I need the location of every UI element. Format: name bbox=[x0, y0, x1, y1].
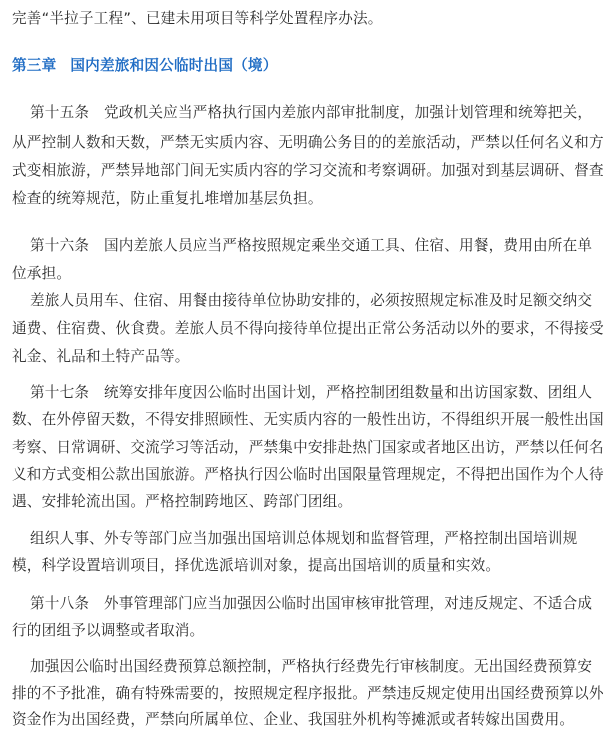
paragraph-line: 差旅人员用车、住宿、用餐由接待单位协助安排的，必须按照规定标准及时足额交纳交 bbox=[30, 292, 593, 309]
paragraph-line: 第十六条 国内差旅人员应当严格按照规定乘坐交通工具、住宿、用餐，费用由所在单 bbox=[30, 237, 593, 254]
lead-line: 完善“半拉子工程”、已建未用项目等科学处置程序办法。 bbox=[12, 10, 383, 27]
paragraph-line: 通费、住宿费、伙食费。差旅人员不得向接待单位提出正常公务活动以外的要求，不得接受 bbox=[12, 320, 604, 337]
paragraph-line: 加强因公临时出国经费预算总额控制，严格执行经费先行审核制度。无出国经费预算安 bbox=[30, 658, 593, 675]
paragraph-line: 第十五条 党政机关应当严格执行国内差旅内部审批制度，加强计划管理和统筹把关， bbox=[30, 104, 593, 121]
chapter-heading bbox=[12, 51, 542, 81]
paragraph-line: 组织人事、外专等部门应当加强出国培训总体规划和监督管理，严格控制出国培训规 bbox=[30, 530, 578, 547]
paragraph-line: 排的不予批准，确有特殊需要的，按照规定程序报批。严禁违反规定使用出国经费预算以外 bbox=[12, 685, 604, 702]
paragraph-line: 模，科学设置培训项目，择优选派培训对象，提高出国培训的质量和实效。 bbox=[12, 557, 501, 574]
paragraph-line: 义和方式变相公款出国旅游。严格执行因公临时出国限量管理规定，不得把出国作为个人待 bbox=[12, 466, 604, 483]
paragraph-line: 遇、安排轮流出国。严格控制跨地区、跨部门团组。 bbox=[12, 493, 353, 510]
paragraph-line: 位承担。 bbox=[12, 265, 72, 282]
paragraph-line: 第十八条 外事管理部门应当加强因公临时出国审核审批管理，对违反规定、不适合成 bbox=[30, 595, 593, 612]
paragraph-line: 第十七条 统筹安排年度因公临时出国计划，严格控制团组数量和出访国家数、团组人 bbox=[30, 384, 593, 401]
paragraph-line: 考察、日常调研、交流学习等活动，严禁集中安排赴热门国家或者地区出访，严禁以任何名 bbox=[12, 439, 604, 456]
paragraph-line: 行的团组予以调整或者取消。 bbox=[12, 622, 205, 639]
chapter-number: 第三章 bbox=[12, 57, 57, 74]
paragraph-line: 检查的统筹规范，防止重复扎堆增加基层负担。 bbox=[12, 190, 323, 207]
paragraph-line: 从严控制人数和天数，严禁无实质内容、无明确公务目的的差旅活动，严禁以任何名义和方 bbox=[12, 134, 604, 151]
paragraph-line: 礼金、礼品和土特产品等。 bbox=[12, 348, 190, 365]
paragraph-line: 资金作为出国经费，严禁向所属单位、企业、我国驻外机构等摊派或者转嫁出国费用。 bbox=[12, 711, 575, 728]
chapter-title: 国内差旅和因公临时出国（境） bbox=[70, 57, 278, 74]
paragraph-line: 式变相旅游，严禁异地部门间无实质内容的学习交流和考察调研。加强对到基层调研、督查 bbox=[12, 162, 604, 179]
paragraph-line: 数、在外停留天数，不得安排照顾性、无实质内容的一般性出访，不得组织开展一般性出国 bbox=[12, 411, 604, 428]
